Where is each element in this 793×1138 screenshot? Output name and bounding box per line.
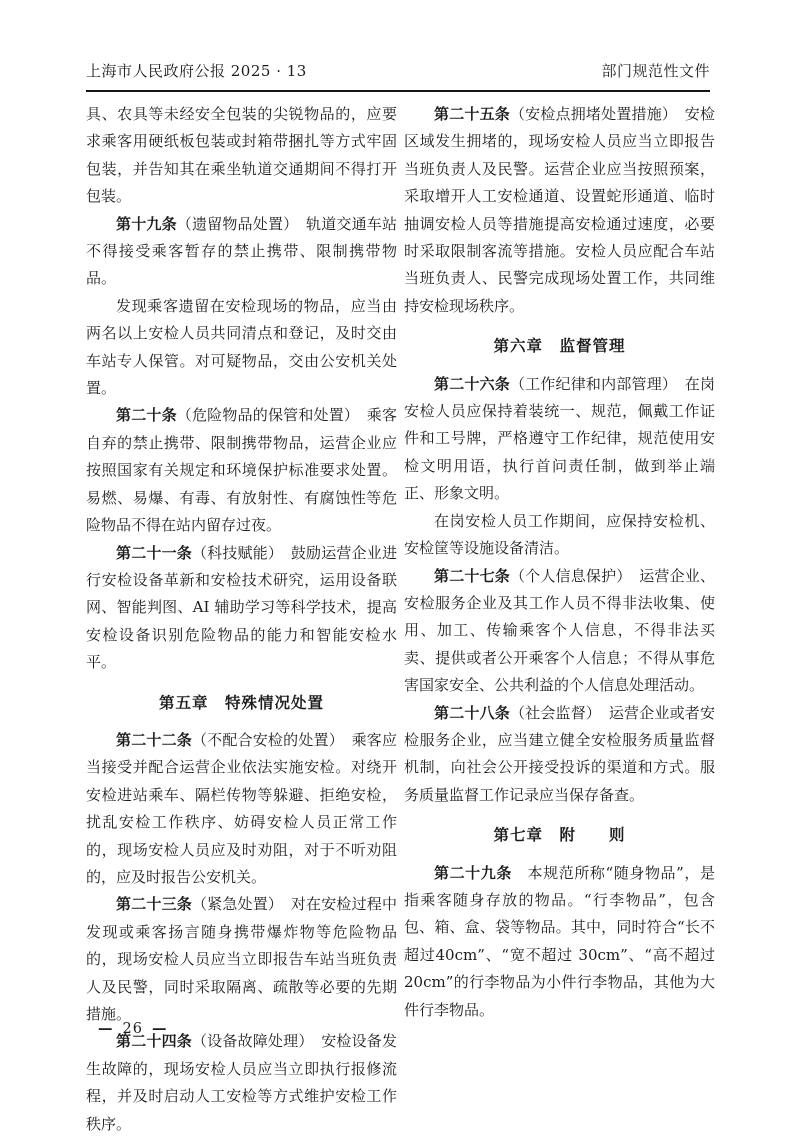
article-number: 第二十二条 (116, 730, 192, 749)
article-paragraph: 第二十条（危险物品的保管和处置） 乘客自弃的禁止携带、限制携带物品，运营企业应按照国家有关规定和环境保护标准要求处置。易燃、易爆、有毒、有放射性、有腐蚀性等危险物品不得在站内留存过夜。 (86, 406, 397, 535)
chapter-heading: 第六章 监督管理 (493, 336, 626, 356)
chapter-heading: 第七章 附 则 (493, 825, 626, 845)
left-column (86, 101, 397, 1138)
article-number: 第二十八条 (434, 703, 510, 722)
article-number: 第二十一条 (116, 543, 192, 562)
article-paragraph: 第二十九条 本规范所称“随身物品”，是指乘客随身存放的物品。“行李物品”，包含包、箱、盒、袋等物品。其中，同时符合“长不超过40cm”、“宽不超过 30cm”、“高不超过 20cm”的行李物品为小件行李物品，其他为大件行李物品。 (404, 863, 715, 1019)
page-header (86, 60, 710, 81)
article-number: 第二十条 (116, 406, 177, 425)
body-paragraph: 具、农具等未经安全包装的尖锐物品的，应要求乘客用硬纸板包装或封箱带捆扎等方式牢固包装，并告知其在乘坐轨道交通期间不得打开包装。 (86, 105, 397, 206)
article-paragraph: 第十九条（遗留物品处置） 轨道交通车站不得接受乘客暂存的禁止携带、限制携带物品。 (86, 214, 397, 288)
article-number: 第二十六条 (434, 374, 510, 393)
document-category: 部门规范性文件 (601, 62, 710, 80)
body-paragraph: 在岗安检人员工作期间，应保持安检机、安检筐等设施设备清洁。 (404, 511, 715, 558)
page-number: 26 (122, 1021, 143, 1037)
page-footer (89, 1020, 176, 1037)
article-paragraph: 第二十六条（工作纪律和内部管理） 在岗安检人员应保持着装统一、规范，佩戴工作证件和工号牌，严格遵守工作纪律，规范使用安检文明用语，执行首问责任制，做到举止端正、形象文明。 (404, 374, 715, 503)
article-paragraph: 第二十八条（社会监督） 运营企业或者安检服务企业，应当建立健全安检服务质量监督机制，向社会公开接受投诉的渠道和方式。服务质量监督工作记录应当保存备查。 (404, 703, 715, 804)
article-paragraph: 第二十三条（紧急处置） 对在安检过程中发现或乘客扬言随身携带爆炸物等危险物品的，现场安检人员应当立即报告车站当班负责人及民警，同时采取隔离、疏散等必要的先期措施。 (86, 895, 397, 1023)
article-number: 第二十四条 (116, 1032, 192, 1051)
footer-dash-left: — (98, 1020, 114, 1037)
header-rule (86, 90, 710, 92)
article-paragraph: 第二十二条（不配合安检的处置） 乘客应当接受并配合运营企业依法实施安检。对绕开安检进站乘车、隔栏传物等躲避、拒绝安检，扰乱安检工作秩序、妨碍安检人员正常工作的，现场安检人员应及时劝阻，对于不听劝阻的，应及时报告公安机关。 (86, 730, 397, 886)
article-number: 第十九条 (116, 214, 177, 233)
footer-dash-right: — (151, 1020, 168, 1037)
body-paragraph: 发现乘客遗留在安检现场的物品，应当由两名以上安检人员共同清点和登记，及时交由车站专人保管。对可疑物品，交由公安机关处置。 (86, 296, 397, 398)
article-number: 第二十七条 (434, 566, 510, 585)
article-number: 第二十九条 (434, 863, 512, 882)
article-number: 第二十五条 (434, 105, 510, 123)
chapter-heading: 第五章 特殊情况处置 (158, 692, 324, 712)
article-number: 第二十三条 (116, 895, 192, 914)
gazette-title: 上海市人民政府公报 2025 · 13 (86, 62, 307, 80)
article-paragraph: 第二十七条（个人信息保护） 运营企业、安检服务企业及其工作人员不得非法收集、使用、加工、传输乘客个人信息，不得非法买卖、提供或者公开乘客个人信息；不得从事危害国家安全、公共利益的个人信息处理活动。 (404, 566, 715, 695)
right-column (404, 101, 715, 1024)
article-paragraph: 第二十四条（设备故障处理） 安检设备发生故障的，现场安检人员应当立即执行报修流程，并及时启动人工安检等方式维护安检工作秩序。 (86, 1032, 397, 1133)
article-paragraph: 第二十五条（安检点拥堵处置措施） 安检区域发生拥堵的，现场安检人员应当立即报告当班负责人及民警。运营企业应当按照预案，采取增开人工安检通道、设置蛇形通道、临时抽调安检人员等措施提高安检通过速度，必要时采取限制客流等措施。安检人员应配合车站当班负责人、民警完成现场处置工作，共同维持安检现场秩序。 (404, 105, 715, 315)
article-paragraph: 第二十一条（科技赋能） 鼓励运营企业进行安检设备革新和安检技术研究，运用设备联网、智能判图、AI 辅助学习等科学技术，提高安检设备识别危险物品的能力和智能安检水平。 (86, 543, 397, 672)
